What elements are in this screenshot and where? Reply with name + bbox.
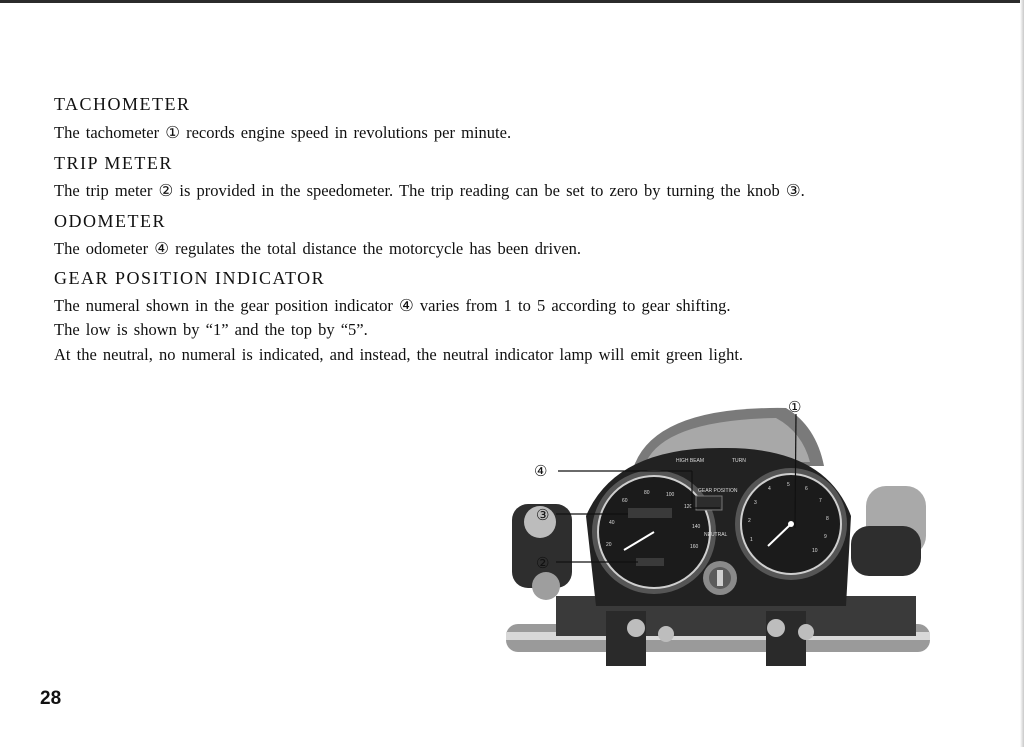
callout-2-marker: ② — [536, 556, 550, 572]
callout-1-marker: ① — [788, 400, 802, 416]
page-number: 28 — [40, 688, 62, 709]
tacho-digit-10: 10 — [812, 548, 818, 554]
tacho-digit-8: 8 — [826, 516, 829, 522]
instrument-cluster-illustration — [506, 396, 930, 672]
heading-tachometer: TACHOMETER — [54, 94, 191, 114]
heading-trip-meter: TRIP METER — [54, 153, 173, 173]
odometer-text: The odometer ④ regulates the total distance the motorcycle has been driven. — [54, 239, 582, 258]
right-switch-housing — [851, 526, 921, 576]
tachometer — [735, 468, 847, 580]
odometer-window — [628, 508, 672, 518]
gear-position-text-line-2: The low is shown by “1” and the top by “5”. — [54, 320, 368, 339]
tacho-digit-4: 4 — [768, 486, 771, 492]
gear-position-text-line-3: At the neutral, no numeral is indicated, and instead, the neutral indicator lamp will emit green light. — [54, 345, 744, 364]
speedo-digit-40: 40 — [609, 520, 615, 526]
speedo-digit-60: 60 — [622, 498, 628, 504]
callout-4-marker: ④ — [534, 464, 548, 480]
speedo-digit-160: 160 — [690, 544, 699, 550]
tacho-digit-1: 1 — [750, 537, 753, 543]
heading-odometer: ODOMETER — [54, 211, 166, 231]
gear-position-text-line-1: The numeral shown in the gear position indicator ④ varies from 1 to 5 according to gear shifting. — [54, 296, 731, 315]
tacho-digit-3: 3 — [754, 500, 757, 506]
instrument-cluster-photo — [506, 396, 930, 672]
speedo-digit-140: 140 — [692, 524, 701, 530]
neutral-label: NEUTRAL — [704, 532, 728, 538]
tacho-digit-6: 6 — [805, 486, 808, 492]
page-edge-shadow — [1020, 0, 1024, 747]
tacho-digit-2: 2 — [748, 518, 751, 524]
speedo-digit-100: 100 — [666, 492, 675, 498]
high-beam-label: HIGH BEAM — [676, 458, 705, 464]
speedo-digit-120: 120 — [684, 504, 693, 510]
tachometer-text: The tachometer ① records engine speed in revolutions per minute. — [54, 123, 512, 142]
tacho-digit-7: 7 — [819, 498, 822, 504]
turn-label: TURN — [732, 458, 746, 464]
gear-position-label: GEAR POSITION — [698, 488, 738, 494]
callout-3-marker: ③ — [536, 508, 550, 524]
page-top-border — [0, 0, 1024, 3]
tacho-digit-5: 5 — [787, 482, 790, 488]
heading-gear-position-indicator: GEAR POSITION INDICATOR — [54, 268, 326, 288]
trip-meter-text: The trip meter ② is provided in the speedometer. The trip reading can be set to zero by turning the knob ③. — [54, 181, 805, 200]
speedo-digit-20: 20 — [606, 542, 612, 548]
speedo-digit-80: 80 — [644, 490, 650, 496]
tacho-digit-9: 9 — [824, 534, 827, 540]
trip-meter-window — [636, 558, 664, 566]
